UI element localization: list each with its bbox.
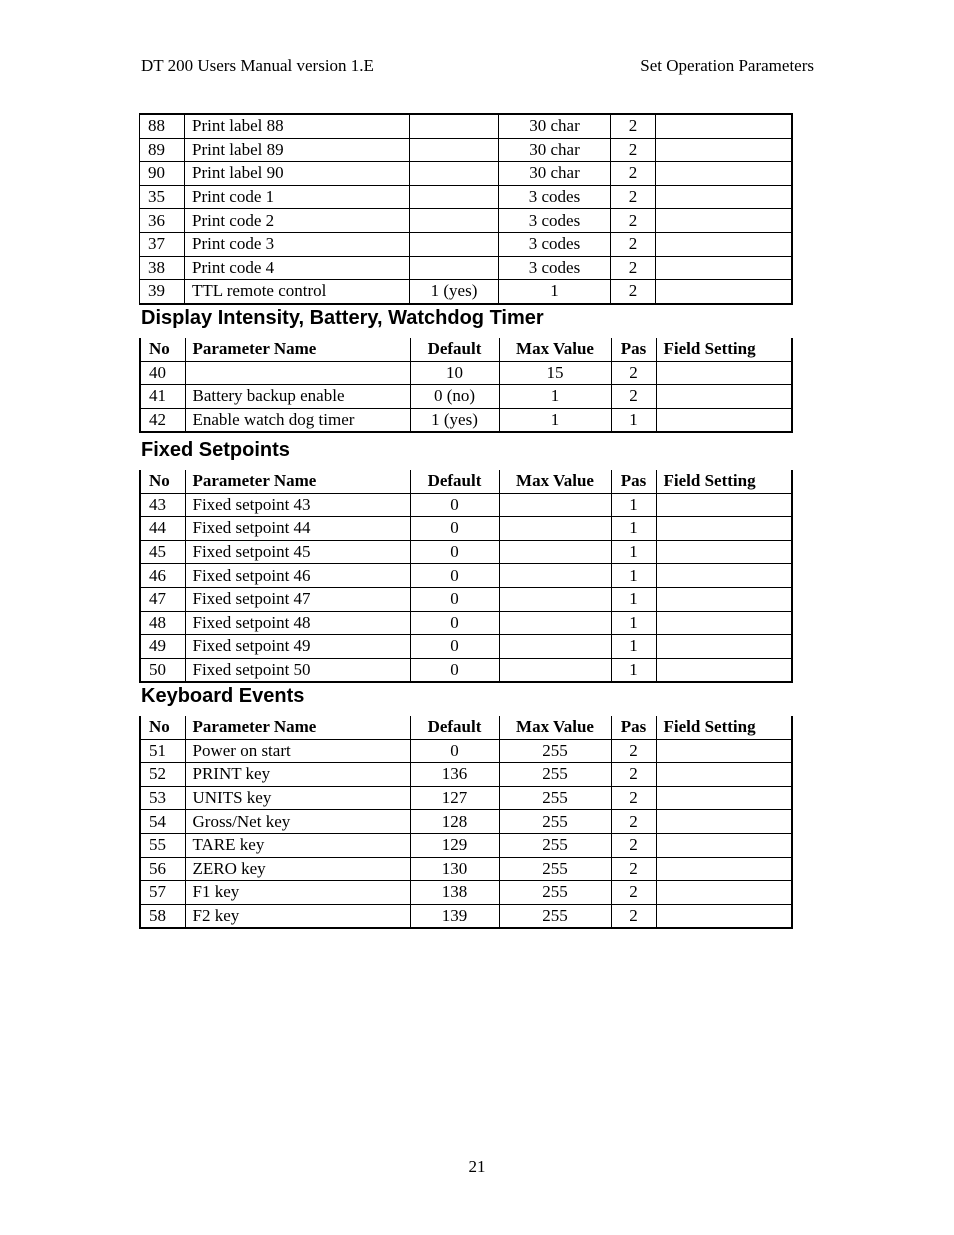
cell-default [410, 185, 499, 209]
cell-default [410, 256, 499, 280]
column-header-field: Field Setting [656, 716, 792, 739]
cell-pas: 2 [611, 138, 656, 162]
cell-max-value: 255 [499, 763, 611, 787]
cell-field-setting [656, 635, 792, 659]
cell-parameter-name: Fixed setpoint 43 [185, 493, 410, 517]
column-header-default: Default [410, 470, 499, 493]
table-row [140, 881, 792, 905]
table-row [140, 635, 792, 659]
cell-default: 0 [410, 587, 499, 611]
column-header-name: Parameter Name [185, 716, 410, 739]
column-header-no: No [140, 716, 185, 739]
cell-no: 36 [140, 209, 185, 233]
cell-default [410, 209, 499, 233]
table-row [140, 162, 792, 186]
cell-pas: 2 [611, 739, 656, 763]
cell-field-setting [656, 833, 792, 857]
cell-parameter-name: Fixed setpoint 46 [185, 564, 410, 588]
cell-pas: 2 [611, 786, 656, 810]
cell-default: 127 [410, 786, 499, 810]
cell-max-value: 255 [499, 833, 611, 857]
cell-parameter-name: Fixed setpoint 47 [185, 587, 410, 611]
cell-parameter-name: Fixed setpoint 49 [185, 635, 410, 659]
cell-parameter-name: F2 key [185, 904, 410, 928]
cell-field-setting [656, 881, 792, 905]
table-row [140, 904, 792, 928]
cell-default: 128 [410, 810, 499, 834]
cell-default: 0 [410, 540, 499, 564]
cell-no: 43 [140, 493, 185, 517]
cell-max-value: 3 codes [499, 232, 611, 256]
page-number: 21 [468, 1157, 486, 1176]
cell-parameter-name: Battery backup enable [185, 385, 410, 409]
cell-max-value [499, 587, 611, 611]
cell-max-value: 1 [499, 280, 611, 304]
column-header-default: Default [410, 338, 499, 361]
cell-parameter-name: Print label 89 [185, 138, 410, 162]
cell-max-value: 255 [499, 786, 611, 810]
cell-pas: 2 [611, 810, 656, 834]
cell-parameter-name: Power on start [185, 739, 410, 763]
cell-max-value: 3 codes [499, 185, 611, 209]
cell-field-setting [656, 786, 792, 810]
table-row [140, 232, 792, 256]
cell-parameter-name: Print code 4 [185, 256, 410, 280]
cell-no: 44 [140, 517, 185, 541]
cell-default: 136 [410, 763, 499, 787]
cell-no: 50 [140, 658, 185, 682]
cell-field-setting [656, 810, 792, 834]
running-header-title: DT 200 Users Manual version 1.E [141, 56, 374, 75]
table-row [140, 564, 792, 588]
cell-parameter-name: Print label 90 [185, 162, 410, 186]
cell-parameter-name: PRINT key [185, 763, 410, 787]
cell-max-value [499, 517, 611, 541]
column-header-name: Parameter Name [185, 470, 410, 493]
table-row [140, 786, 792, 810]
column-header-field: Field Setting [656, 470, 792, 493]
cell-default: 10 [410, 361, 499, 385]
table-row [140, 138, 792, 162]
cell-pas: 2 [611, 833, 656, 857]
cell-field-setting [656, 185, 792, 209]
cell-pas: 1 [611, 611, 656, 635]
cell-field-setting [656, 611, 792, 635]
cell-no: 89 [140, 138, 185, 162]
cell-field-setting [656, 564, 792, 588]
cell-parameter-name: Enable watch dog timer [185, 408, 410, 432]
section-title-fixed-setpoints: Fixed Setpoints [141, 439, 290, 461]
cell-no: 53 [140, 786, 185, 810]
table-row [140, 493, 792, 517]
cell-field-setting [656, 162, 792, 186]
cell-pas: 1 [611, 540, 656, 564]
cell-default [410, 138, 499, 162]
cell-default: 1 (yes) [410, 280, 499, 304]
cell-field-setting [656, 763, 792, 787]
cell-no: 39 [140, 280, 185, 304]
cell-parameter-name: Fixed setpoint 48 [185, 611, 410, 635]
cell-no: 88 [140, 114, 185, 138]
cell-field-setting [656, 138, 792, 162]
cell-parameter-name: Print label 88 [185, 114, 410, 138]
cell-field-setting [656, 493, 792, 517]
cell-max-value: 30 char [499, 114, 611, 138]
keyboard-events-table [139, 716, 793, 929]
table-row [140, 408, 792, 432]
cell-max-value: 1 [499, 385, 611, 409]
cell-parameter-name: Gross/Net key [185, 810, 410, 834]
cell-pas: 1 [611, 408, 656, 432]
cell-max-value [499, 658, 611, 682]
cell-parameter-name: Print code 3 [185, 232, 410, 256]
display-battery-watchdog-table [139, 338, 793, 433]
table-row [140, 810, 792, 834]
cell-field-setting [656, 904, 792, 928]
table-row [140, 833, 792, 857]
cell-no: 54 [140, 810, 185, 834]
table-row [140, 385, 792, 409]
cell-no: 56 [140, 857, 185, 881]
cell-default: 0 (no) [410, 385, 499, 409]
table-row [140, 763, 792, 787]
cell-default [410, 162, 499, 186]
cell-parameter-name: UNITS key [185, 786, 410, 810]
cell-field-setting [656, 857, 792, 881]
column-header-pas: Pas [611, 470, 656, 493]
cell-no: 57 [140, 881, 185, 905]
cell-default [410, 114, 499, 138]
column-header-pas: Pas [611, 338, 656, 361]
cell-no: 51 [140, 739, 185, 763]
cell-max-value: 30 char [499, 138, 611, 162]
cell-parameter-name: TTL remote control [185, 280, 410, 304]
cell-field-setting [656, 408, 792, 432]
cell-max-value: 30 char [499, 162, 611, 186]
cell-no: 37 [140, 232, 185, 256]
cell-default: 0 [410, 493, 499, 517]
cell-no: 40 [140, 361, 185, 385]
section-title-keyboard-events: Keyboard Events [141, 685, 305, 707]
cell-default: 0 [410, 517, 499, 541]
cell-pas: 1 [611, 564, 656, 588]
cell-field-setting [656, 361, 792, 385]
cell-max-value: 255 [499, 739, 611, 763]
cell-max-value [499, 540, 611, 564]
cell-field-setting [656, 114, 792, 138]
cell-default: 0 [410, 564, 499, 588]
table-row [140, 857, 792, 881]
cell-default: 138 [410, 881, 499, 905]
cell-max-value: 255 [499, 857, 611, 881]
table-row [140, 114, 792, 138]
cell-no: 45 [140, 540, 185, 564]
cell-default: 0 [410, 635, 499, 659]
cell-max-value: 255 [499, 881, 611, 905]
cell-pas: 2 [611, 280, 656, 304]
cell-no: 49 [140, 635, 185, 659]
cell-pas: 2 [611, 857, 656, 881]
cell-max-value: 15 [499, 361, 611, 385]
cell-no: 47 [140, 587, 185, 611]
cell-default [410, 232, 499, 256]
cell-pas: 2 [611, 361, 656, 385]
cell-no: 42 [140, 408, 185, 432]
column-header-no: No [140, 338, 185, 361]
table-row [140, 517, 792, 541]
cell-no: 38 [140, 256, 185, 280]
table-row [140, 540, 792, 564]
cell-parameter-name: Print code 1 [185, 185, 410, 209]
column-header-max: Max Value [499, 470, 611, 493]
cell-parameter-name: ZERO key [185, 857, 410, 881]
cell-max-value [499, 564, 611, 588]
cell-pas: 1 [611, 658, 656, 682]
column-header-max: Max Value [499, 338, 611, 361]
running-header-section: Set Operation Parameters [640, 56, 814, 75]
cell-field-setting [656, 280, 792, 304]
cell-max-value [499, 611, 611, 635]
cell-field-setting [656, 232, 792, 256]
cell-max-value: 3 codes [499, 256, 611, 280]
cell-pas: 2 [611, 114, 656, 138]
cell-default: 130 [410, 857, 499, 881]
cell-pas: 2 [611, 256, 656, 280]
cell-parameter-name: Fixed setpoint 44 [185, 517, 410, 541]
cell-pas: 2 [611, 385, 656, 409]
cell-default: 1 (yes) [410, 408, 499, 432]
cell-no: 48 [140, 611, 185, 635]
cell-parameter-name: TARE key [185, 833, 410, 857]
cell-default: 0 [410, 658, 499, 682]
fixed-setpoints-table [139, 470, 793, 683]
table-row [140, 185, 792, 209]
table-row [140, 658, 792, 682]
cell-parameter-name: Fixed setpoint 50 [185, 658, 410, 682]
cell-default: 0 [410, 739, 499, 763]
cell-parameter-name: Print code 2 [185, 209, 410, 233]
cell-no: 41 [140, 385, 185, 409]
column-header-pas: Pas [611, 716, 656, 739]
cell-pas: 2 [611, 162, 656, 186]
column-header-field: Field Setting [656, 338, 792, 361]
table-row [140, 361, 792, 385]
cell-field-setting [656, 517, 792, 541]
cell-pas: 1 [611, 587, 656, 611]
cell-pas: 1 [611, 517, 656, 541]
cell-pas: 1 [611, 493, 656, 517]
table-row [140, 587, 792, 611]
cell-max-value: 3 codes [499, 209, 611, 233]
cell-pas: 2 [611, 763, 656, 787]
cell-pas: 2 [611, 881, 656, 905]
cell-max-value: 255 [499, 810, 611, 834]
cell-no: 35 [140, 185, 185, 209]
cell-field-setting [656, 385, 792, 409]
cell-max-value: 1 [499, 408, 611, 432]
cell-field-setting [656, 209, 792, 233]
section-title-display: Display Intensity, Battery, Watchdog Timer [141, 307, 544, 329]
cell-parameter-name: F1 key [185, 881, 410, 905]
table-row [140, 256, 792, 280]
cell-parameter-name: Fixed setpoint 45 [185, 540, 410, 564]
cell-max-value [499, 635, 611, 659]
cell-parameter-name [185, 361, 410, 385]
cell-no: 52 [140, 763, 185, 787]
cell-max-value: 255 [499, 904, 611, 928]
cell-field-setting [656, 540, 792, 564]
cell-no: 55 [140, 833, 185, 857]
cell-field-setting [656, 256, 792, 280]
cell-field-setting [656, 587, 792, 611]
table-row [140, 739, 792, 763]
cell-pas: 1 [611, 635, 656, 659]
column-header-name: Parameter Name [185, 338, 410, 361]
cell-pas: 2 [611, 232, 656, 256]
cell-default: 139 [410, 904, 499, 928]
column-header-default: Default [410, 716, 499, 739]
table-row [140, 209, 792, 233]
column-header-max: Max Value [499, 716, 611, 739]
cell-max-value [499, 493, 611, 517]
column-header-no: No [140, 470, 185, 493]
table-row [140, 611, 792, 635]
cell-default: 129 [410, 833, 499, 857]
cell-pas: 2 [611, 185, 656, 209]
table-row [140, 280, 792, 304]
print-labels-table [139, 113, 793, 305]
cell-field-setting [656, 658, 792, 682]
cell-pas: 2 [611, 904, 656, 928]
cell-field-setting [656, 739, 792, 763]
cell-pas: 2 [611, 209, 656, 233]
cell-default: 0 [410, 611, 499, 635]
cell-no: 90 [140, 162, 185, 186]
cell-no: 58 [140, 904, 185, 928]
cell-no: 46 [140, 564, 185, 588]
